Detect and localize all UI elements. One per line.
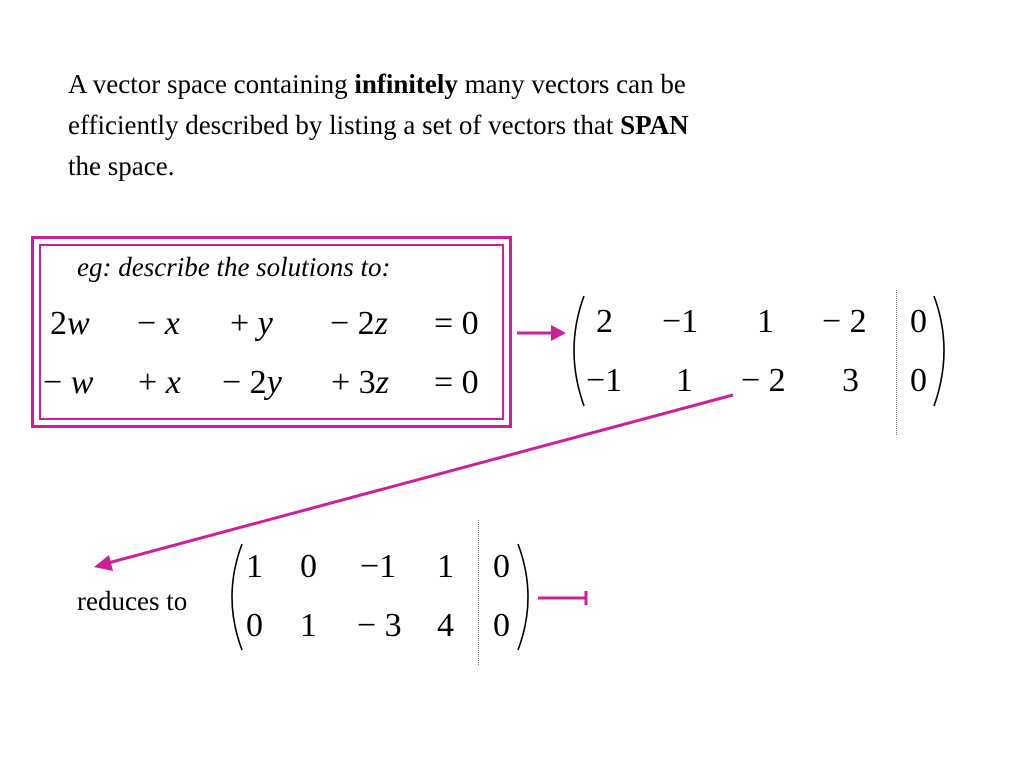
eq1-term-5: = 0 bbox=[434, 305, 479, 342]
intro-text-2: many vectors can be bbox=[457, 69, 686, 99]
eq2-term-3: − 2y bbox=[222, 364, 282, 401]
red-r2-c3: − 3 bbox=[357, 607, 402, 644]
red-r2-c2: 1 bbox=[300, 607, 317, 644]
red-right-paren bbox=[518, 544, 528, 650]
eq2-term-2: + x bbox=[138, 364, 181, 401]
aug-right-paren bbox=[934, 296, 944, 406]
red-left-paren bbox=[232, 544, 242, 650]
eq1-term-2: − x bbox=[137, 305, 180, 342]
eq2-term-4: + 3z bbox=[331, 364, 389, 401]
eq1-term-1: 2w bbox=[50, 305, 90, 342]
intro-bold-infinitely: infinitely bbox=[354, 69, 458, 99]
intro-text-1: A vector space containing bbox=[68, 69, 355, 99]
red-r2-c4: 4 bbox=[437, 607, 454, 644]
red-r1-c1: 1 bbox=[246, 548, 263, 585]
red-r1-c5: 0 bbox=[493, 548, 510, 585]
aug-r1-c2: −1 bbox=[662, 303, 699, 340]
arrow-small-right-icon bbox=[538, 591, 586, 605]
aug-r2-c2: 1 bbox=[676, 362, 693, 399]
aug-r1-c4: − 2 bbox=[822, 303, 867, 340]
arrow-diagonal-icon bbox=[94, 395, 733, 571]
aug-r2-c3: − 2 bbox=[741, 362, 786, 399]
arrow-right-icon bbox=[517, 325, 566, 341]
aug-r2-c4: 3 bbox=[842, 362, 859, 399]
aug-r1-c5: 0 bbox=[910, 303, 927, 340]
aug-r1-c3: 1 bbox=[757, 303, 774, 340]
aug-left-paren bbox=[574, 296, 584, 406]
eq1-term-4: − 2z bbox=[330, 305, 388, 342]
intro-line-3: the space. bbox=[68, 151, 175, 181]
aug-r2-c1: −1 bbox=[586, 362, 623, 399]
aug-r1-c1: 2 bbox=[596, 303, 613, 340]
red-r2-c5: 0 bbox=[493, 607, 510, 644]
eq1-term-3: + y bbox=[230, 305, 273, 342]
red-r1-c2: 0 bbox=[300, 548, 317, 585]
aug-r2-c5: 0 bbox=[910, 362, 927, 399]
eq2-term-5: = 0 bbox=[434, 364, 479, 401]
eq2-term-1: − w bbox=[43, 364, 94, 401]
red-r1-c3: −1 bbox=[360, 548, 397, 585]
red-r1-c4: 1 bbox=[437, 548, 454, 585]
reduces-to-label: reduces to bbox=[77, 586, 188, 616]
intro-bold-span: SPAN bbox=[620, 110, 689, 140]
intro-text-3: efficiently described by listing a set of vectors that bbox=[68, 110, 621, 140]
red-r2-c1: 0 bbox=[246, 607, 263, 644]
example-label: eg: describe the solutions to: bbox=[77, 252, 391, 282]
